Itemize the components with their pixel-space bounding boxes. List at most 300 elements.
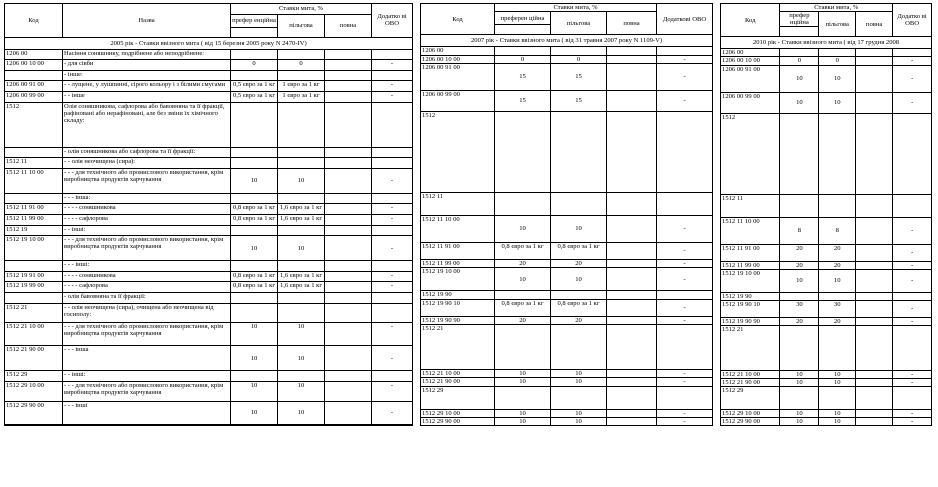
table-row: [721, 49, 932, 57]
cell-reduced: 10: [278, 168, 325, 193]
cell-name: - - - для технічного або промислового використання, крім виробництва продуктів харчування: [63, 236, 231, 261]
table-row: [5, 323, 413, 346]
cell-full: [856, 378, 893, 386]
header-reduced: пільгова: [551, 12, 607, 35]
cell-reduced: 15: [551, 90, 607, 111]
cell-full: [607, 316, 657, 324]
cell-reduced: 15: [551, 63, 607, 90]
cell-code: 1512 29: [421, 386, 495, 409]
cell-reduced: [278, 102, 325, 147]
cell-code: 1512 19 90: [721, 292, 780, 300]
cell-code: 1512 21 90 00: [5, 346, 63, 371]
cell-reduced: [278, 147, 325, 158]
cell-reduced: 1,6 євро за 1 кг: [278, 271, 325, 282]
cell-extra: -: [893, 217, 932, 244]
cell-code: 1512 21 90 00: [721, 378, 780, 386]
header-reduced: пільгова: [819, 12, 856, 37]
table-row: [5, 346, 413, 371]
cell-extra: -: [657, 63, 713, 90]
cell-pref: 10: [231, 401, 278, 424]
cell-name: - - - - соняшникова: [63, 271, 231, 282]
cell-extra: -: [372, 323, 413, 346]
table-row: [5, 92, 413, 103]
cell-name: - - - для технічного або промислового використання, крім виробництва продуктів харчування: [63, 323, 231, 346]
table-row: [721, 410, 932, 418]
cell-full: [325, 147, 372, 158]
cell-pref: 0,8 євро за 1 кг: [231, 215, 278, 226]
cell-extra: [657, 47, 713, 55]
cell-code: 1512 29 10 00: [421, 409, 495, 417]
table-row: [5, 282, 413, 293]
cell-reduced: [819, 292, 856, 300]
cell-code: 1512 11 99 00: [421, 259, 495, 267]
cell-code: 1206 00: [721, 49, 780, 57]
cell-full: [325, 60, 372, 71]
cell-reduced: [278, 303, 325, 323]
table-row: [721, 300, 932, 317]
cell-code: [5, 424, 63, 426]
cell-pref: [495, 47, 551, 55]
cell-extra: -: [657, 242, 713, 259]
table-header-row: [5, 4, 413, 15]
cell-reduced: 0,8 євро за 1 кг: [551, 242, 607, 259]
cell-pref: 10: [495, 215, 551, 242]
cell-full: [856, 113, 893, 194]
cell-full: [325, 424, 372, 426]
cell-extra: -: [372, 236, 413, 261]
cell-extra: -: [657, 369, 713, 377]
cell-reduced: 1,6 євро за 1 кг: [278, 282, 325, 293]
cell-code: 1206 00: [421, 47, 495, 55]
cell-pref: [495, 111, 551, 192]
cell-pref: [495, 324, 551, 369]
cell-full: [856, 410, 893, 418]
cell-name: - - олія неочищена (сира), очищена або неочищена від госиполу:: [63, 303, 231, 323]
cell-reduced: 20: [551, 316, 607, 324]
cell-full: [607, 299, 657, 316]
table-row: [5, 236, 413, 261]
table-row: [421, 378, 713, 386]
table-row: [5, 215, 413, 226]
cell-code: 1512 19 90 10: [721, 300, 780, 317]
cell-reduced: 10: [819, 92, 856, 113]
cell-full: [325, 49, 372, 60]
cell-name: - - інше: [63, 92, 231, 103]
cell-reduced: [278, 158, 325, 169]
header-preferential-cont: [780, 27, 819, 37]
cell-pref: 10: [231, 168, 278, 193]
cell-full: [607, 242, 657, 259]
table-row: [421, 192, 713, 215]
table-row: [421, 90, 713, 111]
cell-full: [856, 370, 893, 378]
cell-pref: 10: [780, 269, 819, 292]
cell-pref: [231, 49, 278, 60]
cell-extra: [372, 303, 413, 323]
table-row: [5, 371, 413, 382]
cell-extra: -: [372, 168, 413, 193]
cell-extra: -: [657, 268, 713, 291]
table-row: [5, 382, 413, 402]
cell-reduced: 10: [819, 269, 856, 292]
cell-name: - інше:: [63, 70, 231, 81]
cell-reduced: 0: [551, 55, 607, 63]
table-row: [5, 293, 413, 304]
table-row: [5, 60, 413, 71]
cell-reduced: [819, 325, 856, 370]
cell-reduced: 10: [819, 410, 856, 418]
cell-pref: [780, 113, 819, 194]
header-preferential: префер енційна: [231, 14, 278, 27]
cell-code: 1512 29: [5, 371, 63, 382]
cell-extra: [657, 324, 713, 369]
table-row: [421, 55, 713, 63]
cell-pref: [495, 291, 551, 299]
table-row: [721, 269, 932, 292]
cell-reduced: [819, 194, 856, 217]
cell-extra: [372, 70, 413, 81]
header-preferential-cont: [231, 27, 278, 37]
cell-extra: -: [372, 204, 413, 215]
cell-reduced: 20: [551, 259, 607, 267]
cell-pref: 10: [780, 378, 819, 386]
table-row: [421, 409, 713, 417]
cell-pref: 10: [495, 268, 551, 291]
cell-full: [325, 215, 372, 226]
cell-extra: -: [372, 382, 413, 402]
tariff-table-2007: [420, 3, 713, 426]
cell-pref: 10: [495, 369, 551, 377]
header-preferential: префер нційна: [780, 12, 819, 27]
cell-reduced: 0: [278, 60, 325, 71]
cell-reduced: 10: [819, 370, 856, 378]
cell-full: [325, 382, 372, 402]
table-row: [421, 291, 713, 299]
cell-reduced: 0: [819, 57, 856, 65]
cell-full: [325, 102, 372, 147]
cell-full: [325, 158, 372, 169]
cell-extra: [657, 291, 713, 299]
cell-pref: [495, 386, 551, 409]
cell-extra: -: [893, 378, 932, 386]
cell-code: 1512 29 90 00: [421, 417, 495, 425]
cell-extra: [893, 325, 932, 370]
cell-code: 1512 11: [721, 194, 780, 217]
cell-name: Насіння соняшнику, подрібнене або неподрібнене:: [63, 49, 231, 60]
cell-code: 1512 11 91 00: [721, 244, 780, 261]
cell-pref: 10: [231, 382, 278, 402]
cell-code: 1512 21 10 00: [421, 369, 495, 377]
cell-extra: -: [893, 410, 932, 418]
cell-full: [856, 65, 893, 92]
cell-code: [5, 293, 63, 304]
cell-full: [607, 386, 657, 409]
tariff-table-2010: [720, 3, 932, 426]
table-row: [721, 65, 932, 92]
cell-full: [607, 47, 657, 55]
cell-reduced: 10: [819, 378, 856, 386]
cell-name: - - - інші: [63, 401, 231, 424]
cell-extra: -: [657, 316, 713, 324]
cell-pref: [231, 193, 278, 204]
cell-extra: -: [372, 60, 413, 71]
table-row: [5, 49, 413, 60]
cell-pref: [231, 261, 278, 272]
cell-full: [325, 92, 372, 103]
cell-full: [856, 269, 893, 292]
cell-pref: 20: [495, 259, 551, 267]
table-row: [5, 168, 413, 193]
cell-code: 1206 00 99 00: [5, 92, 63, 103]
cell-pref: [780, 325, 819, 370]
cell-reduced: 30: [819, 300, 856, 317]
cell-extra: -: [372, 81, 413, 92]
cell-name: - - - - соняшникова: [63, 204, 231, 215]
cell-code: 1512 29 90 00: [721, 418, 780, 426]
header-rates-group: Ставки мита, %: [231, 4, 372, 15]
table-row: [421, 63, 713, 90]
cell-name: - олія бавовняна та її фракції:: [63, 293, 231, 304]
cell-full: [856, 387, 893, 410]
cell-full: [607, 55, 657, 63]
table-row: [5, 193, 413, 204]
cell-reduced: 10: [278, 323, 325, 346]
cell-name: - - - інші:: [63, 261, 231, 272]
cell-pref: 0: [780, 57, 819, 65]
cell-code: 1512 21 10 00: [5, 323, 63, 346]
cell-code: 1512 29 90 00: [5, 401, 63, 424]
cell-code: 1512 19: [5, 225, 63, 236]
panel-title-2010: 2010 рік - Ставки ввізного мита ( від 17 грудня 2008: [721, 37, 932, 49]
cell-extra: -: [657, 378, 713, 386]
cell-pref: [780, 387, 819, 410]
cell-pref: [231, 371, 278, 382]
cell-code: 1512 19 90: [421, 291, 495, 299]
cell-full: [325, 323, 372, 346]
cell-pref: 0,5 євро за 1 кг: [231, 81, 278, 92]
cell-full: [856, 217, 893, 244]
cell-name: Олія соняшникова, сафлорова або бавовняна та її фракції, рафіновані або нерафіновані, але без зміни їх хімічного складу:: [63, 102, 231, 147]
table-row: [421, 299, 713, 316]
cell-full: [856, 244, 893, 261]
cell-reduced: 1 євро за 1 кг: [278, 81, 325, 92]
cell-extra: -: [893, 269, 932, 292]
cell-extra: -: [893, 370, 932, 378]
cell-pref: 20: [780, 261, 819, 269]
cell-code: 1512 19 99 00: [5, 282, 63, 293]
table-row: [421, 386, 713, 409]
cell-extra: [372, 158, 413, 169]
header-extra: Додаткові ОВО: [657, 4, 713, 35]
cell-name: - - лущене, у лушпинні, сірого кольору і з білими смугами: [63, 81, 231, 92]
cell-code: 1512 29 10 00: [721, 410, 780, 418]
cell-extra: [893, 113, 932, 194]
table-header-row: [421, 4, 713, 12]
cell-full: [325, 70, 372, 81]
cell-extra: [372, 424, 413, 426]
cell-pref: 8: [780, 217, 819, 244]
cell-full: [856, 194, 893, 217]
cell-extra: [657, 386, 713, 409]
table-row: [721, 244, 932, 261]
table-row: [421, 242, 713, 259]
table-row: [5, 102, 413, 147]
cell-pref: 20: [495, 316, 551, 324]
cell-pref: 0,5 євро за 1 кг: [231, 92, 278, 103]
cell-reduced: [819, 49, 856, 57]
cell-code: 1512 19 10 00: [421, 268, 495, 291]
cell-code: 1512 29: [721, 387, 780, 410]
cell-extra: [372, 371, 413, 382]
header-code: Код: [5, 4, 63, 38]
cell-full: [325, 168, 372, 193]
cell-code: 1512 11 99 00: [5, 215, 63, 226]
cell-reduced: 0,8 євро за 1 кг: [551, 299, 607, 316]
cell-full: [607, 369, 657, 377]
cell-full: [607, 378, 657, 386]
cell-pref: 0: [231, 60, 278, 71]
table-row: [721, 292, 932, 300]
cell-extra: -: [372, 346, 413, 371]
table-row: [5, 204, 413, 215]
table-title-row: [5, 37, 413, 49]
table-row: [721, 113, 932, 194]
cell-pref: 20: [780, 317, 819, 325]
table-title-row: [721, 37, 932, 49]
cell-reduced: [551, 192, 607, 215]
cell-full: [325, 193, 372, 204]
cell-extra: -: [657, 417, 713, 425]
cell-full: [856, 317, 893, 325]
cell-full: [607, 324, 657, 369]
cell-code: 1512 11 10 00: [421, 215, 495, 242]
cell-reduced: [278, 261, 325, 272]
cell-code: 1512 21 90 00: [421, 378, 495, 386]
cell-name: - олія соняшникова або сафлорова та її фракції:: [63, 147, 231, 158]
table-row: [5, 158, 413, 169]
cell-code: [5, 147, 63, 158]
cell-extra: [657, 192, 713, 215]
cell-full: [856, 418, 893, 426]
cell-extra: -: [657, 215, 713, 242]
cell-full: [607, 63, 657, 90]
table-row: [5, 225, 413, 236]
cell-pref: [231, 102, 278, 147]
cell-code: 1512 19 10 00: [5, 236, 63, 261]
cell-code: [5, 193, 63, 204]
cell-extra: -: [893, 261, 932, 269]
cell-code: 1512 21 10 00: [721, 370, 780, 378]
cell-extra: -: [657, 259, 713, 267]
cell-pref: 0,8 євро за 1 кг: [495, 299, 551, 316]
cell-reduced: 10: [551, 268, 607, 291]
cell-code: 1512: [421, 111, 495, 192]
cell-reduced: 20: [819, 244, 856, 261]
cell-code: [5, 261, 63, 272]
cell-code: 1206 00 91 00: [5, 81, 63, 92]
cell-extra: -: [372, 271, 413, 282]
cell-reduced: 20: [819, 261, 856, 269]
cell-pref: 10: [231, 323, 278, 346]
cell-full: [325, 401, 372, 424]
cell-full: [856, 92, 893, 113]
cell-extra: [893, 49, 932, 57]
cell-full: [607, 409, 657, 417]
cell-full: [325, 271, 372, 282]
cell-full: [325, 261, 372, 272]
table-row: [721, 57, 932, 65]
cell-name: - - інші:: [63, 225, 231, 236]
cell-pref: 10: [780, 65, 819, 92]
header-rates-group: Ставки мита, %: [780, 4, 893, 12]
table-row: [5, 271, 413, 282]
table-row: [421, 324, 713, 369]
table-row: [5, 81, 413, 92]
table-row: [5, 401, 413, 424]
table-row: [721, 194, 932, 217]
table-row: [5, 424, 413, 426]
cell-pref: 0,8 євро за 1 кг: [231, 271, 278, 282]
cell-reduced: [278, 49, 325, 60]
cell-code: 1512 19 90 90: [721, 317, 780, 325]
cell-code: 1512: [721, 113, 780, 194]
cell-name: - - - для технічного або промислового використання, крім виробництва продуктів харчування: [63, 382, 231, 402]
cell-extra: [372, 261, 413, 272]
table-row: [721, 418, 932, 426]
cell-code: 1512 11 99 00: [721, 261, 780, 269]
table-header-row: [721, 4, 932, 12]
cell-extra: -: [893, 244, 932, 261]
cell-full: [607, 111, 657, 192]
cell-pref: 0,8 євро за 1 кг: [495, 242, 551, 259]
table-title-row: [421, 35, 713, 47]
panel-title-2005: 2005 рік - Ставки ввізного мита ( від 15 березня 2005 року N 2470-IV): [5, 37, 413, 49]
cell-full: [856, 261, 893, 269]
cell-pref: 10: [495, 417, 551, 425]
cell-pref: 10: [780, 410, 819, 418]
cell-extra: -: [657, 409, 713, 417]
cell-code: 1512 21: [721, 325, 780, 370]
cell-name: - - - - сафлорова: [63, 282, 231, 293]
cell-extra: [372, 102, 413, 147]
cell-code: [5, 70, 63, 81]
table-row: [721, 261, 932, 269]
cell-pref: 10: [495, 409, 551, 417]
cell-extra: [372, 293, 413, 304]
cell-code: 1512 19 90 90: [421, 316, 495, 324]
cell-code: 1512 11 10 00: [5, 168, 63, 193]
cell-full: [325, 293, 372, 304]
cell-pref: 15: [495, 63, 551, 90]
cell-pref: [231, 225, 278, 236]
cell-full: [325, 81, 372, 92]
cell-extra: -: [372, 92, 413, 103]
cell-full: [325, 236, 372, 261]
cell-full: [856, 49, 893, 57]
cell-code: 1512 19 10 00: [721, 269, 780, 292]
cell-pref: [780, 194, 819, 217]
cell-name: - для сівби: [63, 60, 231, 71]
cell-pref: [780, 292, 819, 300]
table-row: [421, 111, 713, 192]
cell-code: 1512 11 10 00: [721, 217, 780, 244]
cell-reduced: [551, 291, 607, 299]
cell-reduced: 10: [551, 378, 607, 386]
cell-code: 1512 19 90 10: [421, 299, 495, 316]
cell-full: [325, 371, 372, 382]
cell-pref: 10: [231, 346, 278, 371]
table-row: [721, 370, 932, 378]
